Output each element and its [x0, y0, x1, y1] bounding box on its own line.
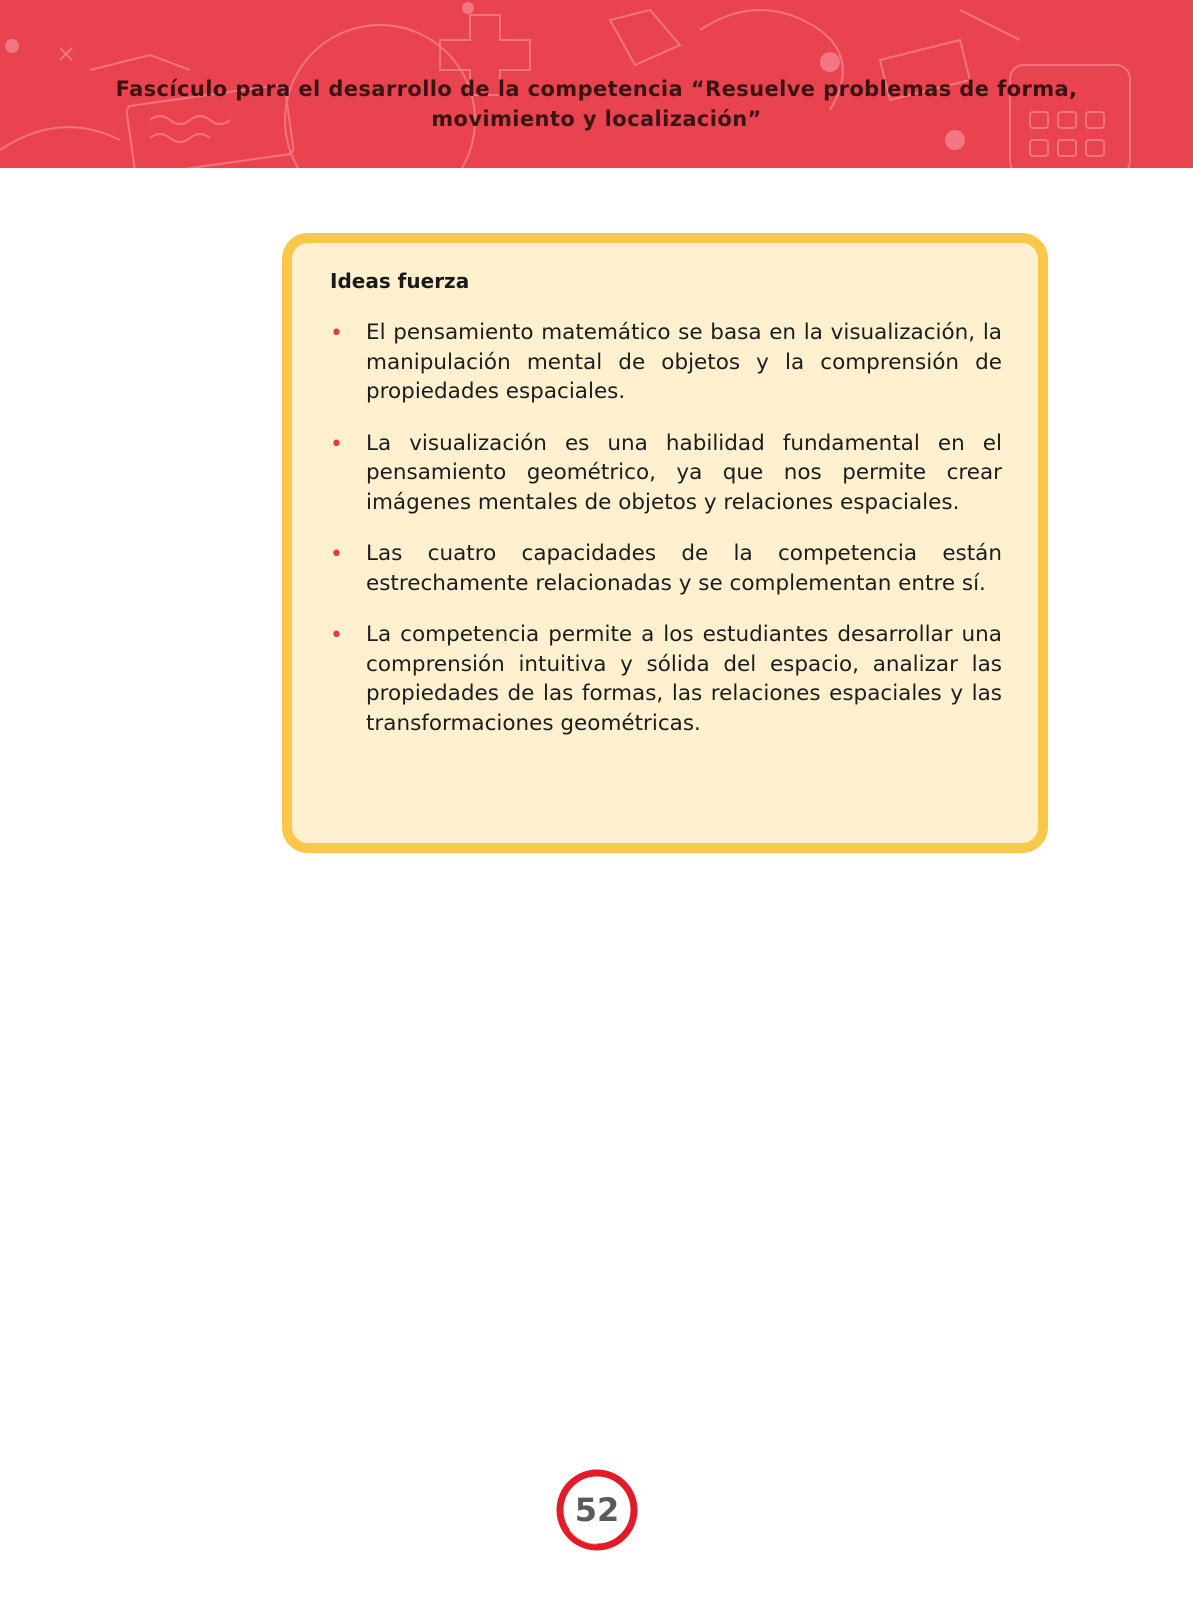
list-item [330, 318, 1002, 407]
ideas-fuerza-title: Ideas fuerza [330, 269, 470, 293]
page-number-badge [556, 1469, 638, 1551]
list-item [330, 429, 1002, 518]
list-item-text: Las cuatro capacidades de la competencia están estrechamente relacionadas y se complementan entre sí. [366, 541, 1002, 596]
bullet-icon: • [330, 623, 343, 648]
bullet-icon: • [330, 431, 343, 457]
ideas-fuerza-box [282, 233, 1048, 853]
bullet-icon: • [330, 321, 343, 346]
list-item-text: La visualización es una habilidad fundamental en el pensamiento geométrico, ya que nos permite crear imágenes mentales de objetos y relaciones espaciales. [366, 430, 1002, 515]
list-item [330, 539, 1002, 598]
page-number: 52 [574, 1491, 620, 1529]
list-item-text: La competencia permite a los estudiantes desarrollar una comprensión intuitiva y sólida del espacio, analizar las propiedades de las formas, las relaciones espaciales y las transformaciones geométricas. [366, 622, 1002, 736]
list-item-text: El pensamiento matemático se basa en la visualización, la manipulación mental de objetos y la comprensión de propiedades espaciales. [366, 320, 1002, 404]
page-header-banner [0, 0, 1193, 168]
document-series-title [60, 74, 1133, 134]
document-series-title-line-2: movimiento y localización” [431, 107, 762, 131]
document-series-title-line-1: Fascículo para el desarrollo de la competencia “Resuelve problemas de forma, [115, 77, 1078, 101]
ideas-fuerza-list [330, 318, 1002, 760]
list-item [330, 620, 1002, 738]
bullet-icon: • [330, 542, 343, 567]
